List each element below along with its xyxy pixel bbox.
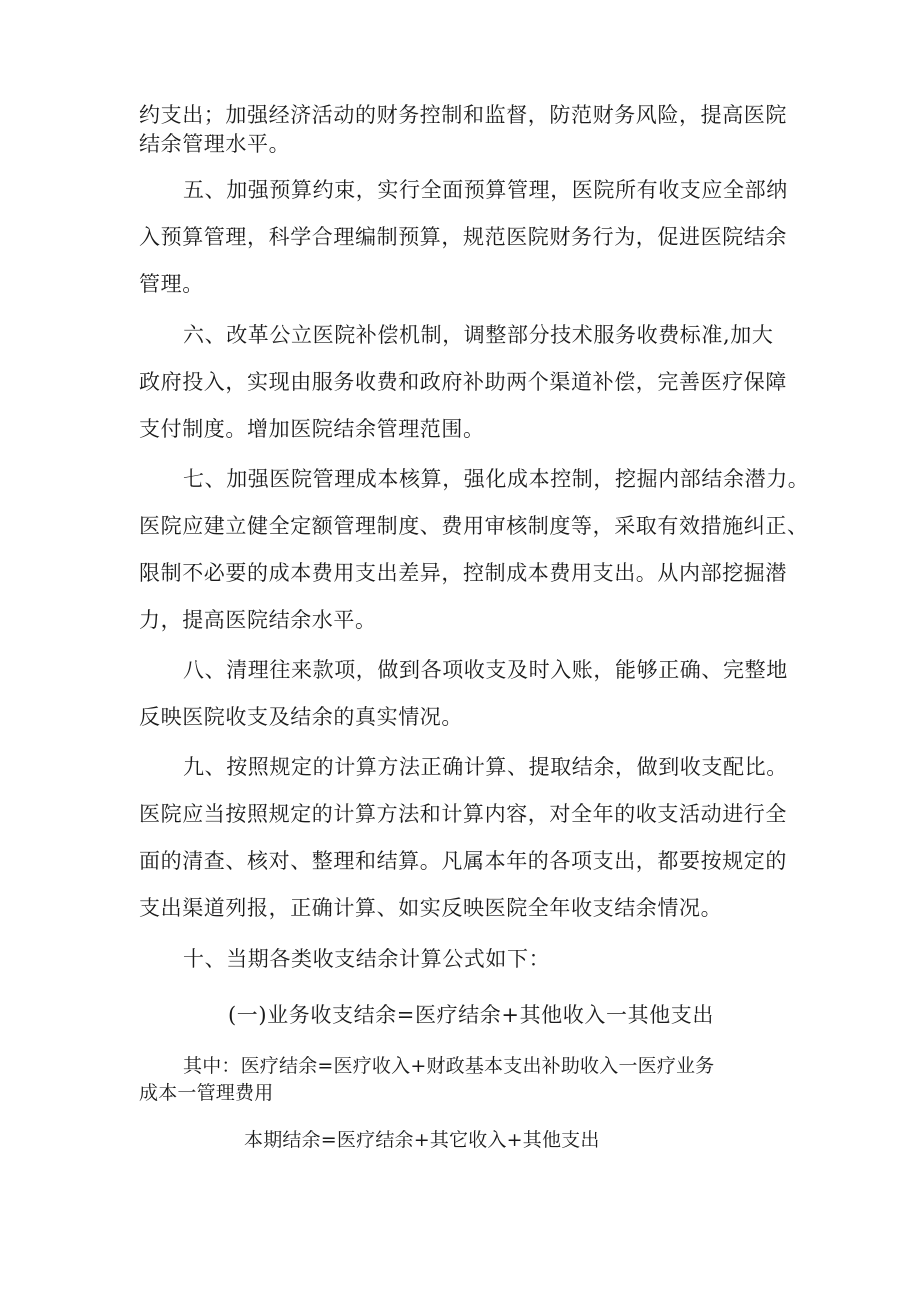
text-line: 医院应建立健全定额管理制度、费用审核制度等，采取有效措施纠正、 [139, 514, 809, 538]
text-line: 面的清查、核对、整理和结算。凡属本年的各项支出，都要按规定的 [139, 849, 787, 873]
text-line: 约支出；加强经济活动的财务控制和监督，防范财务风险，提高医院 [139, 103, 787, 127]
text-line: 力，提高医院结余水平。 [139, 608, 377, 632]
text-line: 政府投入，实现由服务收费和政府补助两个渠道补偿，完善医疗保障 [139, 370, 787, 394]
paragraph-10-line: 十、当期各类收支结余计算公式如下： [183, 947, 551, 971]
text-line: 结余管理水平。 [139, 132, 291, 156]
formula-line: 本期结余=医疗结余+其它收入+其他支出 [244, 1129, 600, 1151]
text-line: 医院应当按照规定的计算方法和计算内容，对全年的收支活动进行全 [139, 802, 787, 826]
text-line: 限制不必要的成本费用支出差异，控制成本费用支出。从内部挖掘潜 [139, 561, 787, 585]
text-line: 入预算管理，科学合理编制预算，规范医院财务行为，促进医院结余 [139, 225, 787, 249]
paragraph-5-line: 五、加强预算约束，实行全面预算管理，医院所有收支应全部纳 [183, 178, 788, 202]
formula-note-line: 其中：医疗结余=医疗收入+财政基本支出补助收入一医疗业务 [183, 1055, 715, 1077]
paragraph-7-line: 七、加强医院管理成本核算，强化成本控制，挖掘内部结余潜力。 [183, 467, 810, 491]
formula-note-line: 成本一管理费用 [139, 1082, 274, 1104]
text-line: 反映医院收支及结余的真实情况。 [139, 705, 463, 729]
text-line: 支付制度。增加医院结余管理范围。 [139, 417, 485, 441]
text-line: 支出渠道列报，正确计算、如实反映医院全年收支结余情况。 [139, 896, 723, 920]
formula-line: (一)业务收支结余=医疗结余+其他收入一其他支出 [228, 1003, 714, 1027]
paragraph-9-line: 九、按照规定的计算方法正确计算、提取结余，做到收支配比。 [183, 755, 788, 779]
text-line: 管理。 [139, 272, 204, 296]
paragraph-8-line: 八、清理往来款项，做到各项收支及时入账，能够正确、完整地 [183, 658, 788, 682]
paragraph-6-line: 六、改革公立医院补偿机制，调整部分技术服务收费标准,加大 [183, 323, 774, 347]
